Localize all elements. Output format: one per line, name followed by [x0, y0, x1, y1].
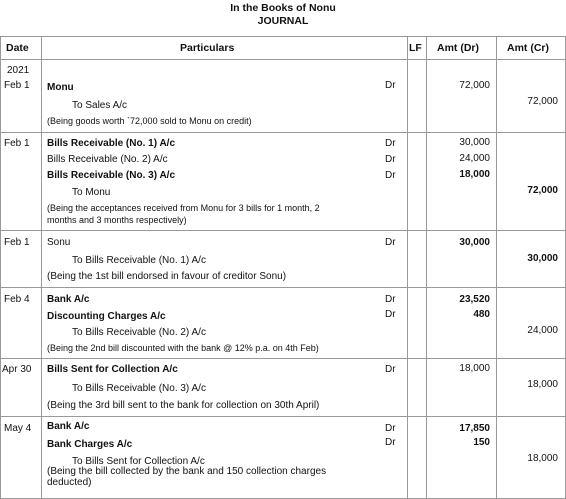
- dr-marker: Dr: [385, 170, 396, 181]
- amount-cr: 72,000: [527, 96, 558, 107]
- narration: (Being the bill collected by the bank and 150 collection charges deducted): [47, 466, 327, 488]
- header-particulars: Particulars: [180, 42, 235, 54]
- column-rule: [407, 36, 408, 499]
- dr-marker: Dr: [385, 237, 396, 248]
- amount-dr: 17,850: [459, 423, 490, 434]
- entry-date: Feb 1: [4, 138, 30, 149]
- row-divider: [0, 358, 566, 359]
- entry-date: May 4: [4, 423, 32, 434]
- header-amt-dr: Amt (Dr): [437, 42, 479, 54]
- debit-account: Bills Receivable (No. 1) A/c: [47, 138, 176, 149]
- narration: (Being the acceptances received from Monu for 3 bills for 1 month, 2 months and 3 months respectively): [47, 203, 320, 225]
- debit-account: Bills Sent for Collection A/c: [47, 364, 178, 375]
- dr-marker: Dr: [385, 294, 396, 305]
- debit-account: Sonu: [47, 237, 71, 248]
- dr-marker: Dr: [385, 80, 396, 91]
- credit-account: To Monu: [72, 187, 111, 198]
- debit-account: Bank Charges A/c: [47, 439, 133, 450]
- header-amt-cr: Amt (Cr): [507, 42, 549, 54]
- row-divider: [0, 132, 566, 133]
- amount-cr: 18,000: [527, 379, 558, 390]
- amount-dr: 30,000: [459, 237, 490, 248]
- entry-date: Apr 30: [2, 364, 32, 375]
- column-rule: [41, 36, 42, 499]
- amount-dr: 30,000: [459, 137, 490, 148]
- narration: (Being goods worth `72,000 sold to Monu on credit): [47, 116, 252, 126]
- entry-date: Feb 1: [4, 237, 30, 248]
- column-rule: [426, 36, 427, 499]
- dr-marker: Dr: [385, 423, 396, 434]
- amount-dr: 480: [473, 309, 490, 320]
- narration: (Being the 2nd bill discounted with the bank @ 12% p.a. on 4th Feb): [47, 343, 319, 353]
- amount-dr: 150: [473, 437, 490, 448]
- dr-marker: Dr: [385, 437, 396, 448]
- amount-cr: 18,000: [527, 453, 558, 464]
- header-date: Date: [6, 42, 29, 54]
- header-lf: LF: [409, 42, 422, 54]
- debit-account: Monu: [47, 82, 74, 93]
- debit-account: Bank A/c: [47, 421, 90, 432]
- narration: (Being the 3rd bill sent to the bank for collection on 30th April): [47, 400, 320, 411]
- header-bottom-rule: [0, 59, 566, 60]
- table-top-rule: [0, 36, 566, 37]
- journal-title: JOURNAL: [257, 15, 309, 27]
- amount-dr: 18,000: [459, 363, 490, 374]
- dr-marker: Dr: [385, 364, 396, 375]
- dr-marker: Dr: [385, 138, 396, 149]
- amount-dr: 18,000: [459, 169, 490, 180]
- credit-account: To Bills Receivable (No. 1) A/c: [72, 255, 206, 266]
- column-rule: [496, 36, 497, 499]
- narration: (Being the 1st bill endorsed in favour of creditor Sonu): [47, 271, 287, 282]
- dr-marker: Dr: [385, 154, 396, 165]
- amount-cr: 24,000: [527, 325, 558, 336]
- debit-account: Bank A/c: [47, 294, 90, 305]
- amount-dr: 24,000: [459, 153, 490, 164]
- book-title: In the Books of Nonu: [230, 2, 336, 14]
- credit-account: To Bills Sent for Collection A/c: [72, 456, 205, 467]
- credit-account: To Sales A/c: [72, 100, 128, 111]
- amount-dr: 23,520: [459, 294, 490, 305]
- row-divider: [0, 416, 566, 417]
- entry-date: Feb 4: [4, 294, 30, 305]
- amount-dr: 72,000: [459, 80, 490, 91]
- row-divider: [0, 287, 566, 288]
- entry-date: Feb 1: [4, 80, 30, 91]
- year: 2021: [7, 65, 30, 76]
- dr-marker: Dr: [385, 309, 396, 320]
- debit-account: Bills Receivable (No. 2) A/c: [47, 154, 168, 165]
- journal-table: [0, 36, 566, 499]
- credit-account: To Bills Receivable (No. 3) A/c: [72, 383, 206, 394]
- row-divider: [0, 230, 566, 231]
- amount-cr: 30,000: [527, 253, 558, 264]
- debit-account: Bills Receivable (No. 3) A/c: [47, 170, 176, 181]
- amount-cr: 72,000: [527, 185, 558, 196]
- credit-account: To Bills Receivable (No. 2) A/c: [72, 327, 206, 338]
- debit-account: Discounting Charges A/c: [47, 311, 166, 322]
- column-rule: [0, 36, 1, 499]
